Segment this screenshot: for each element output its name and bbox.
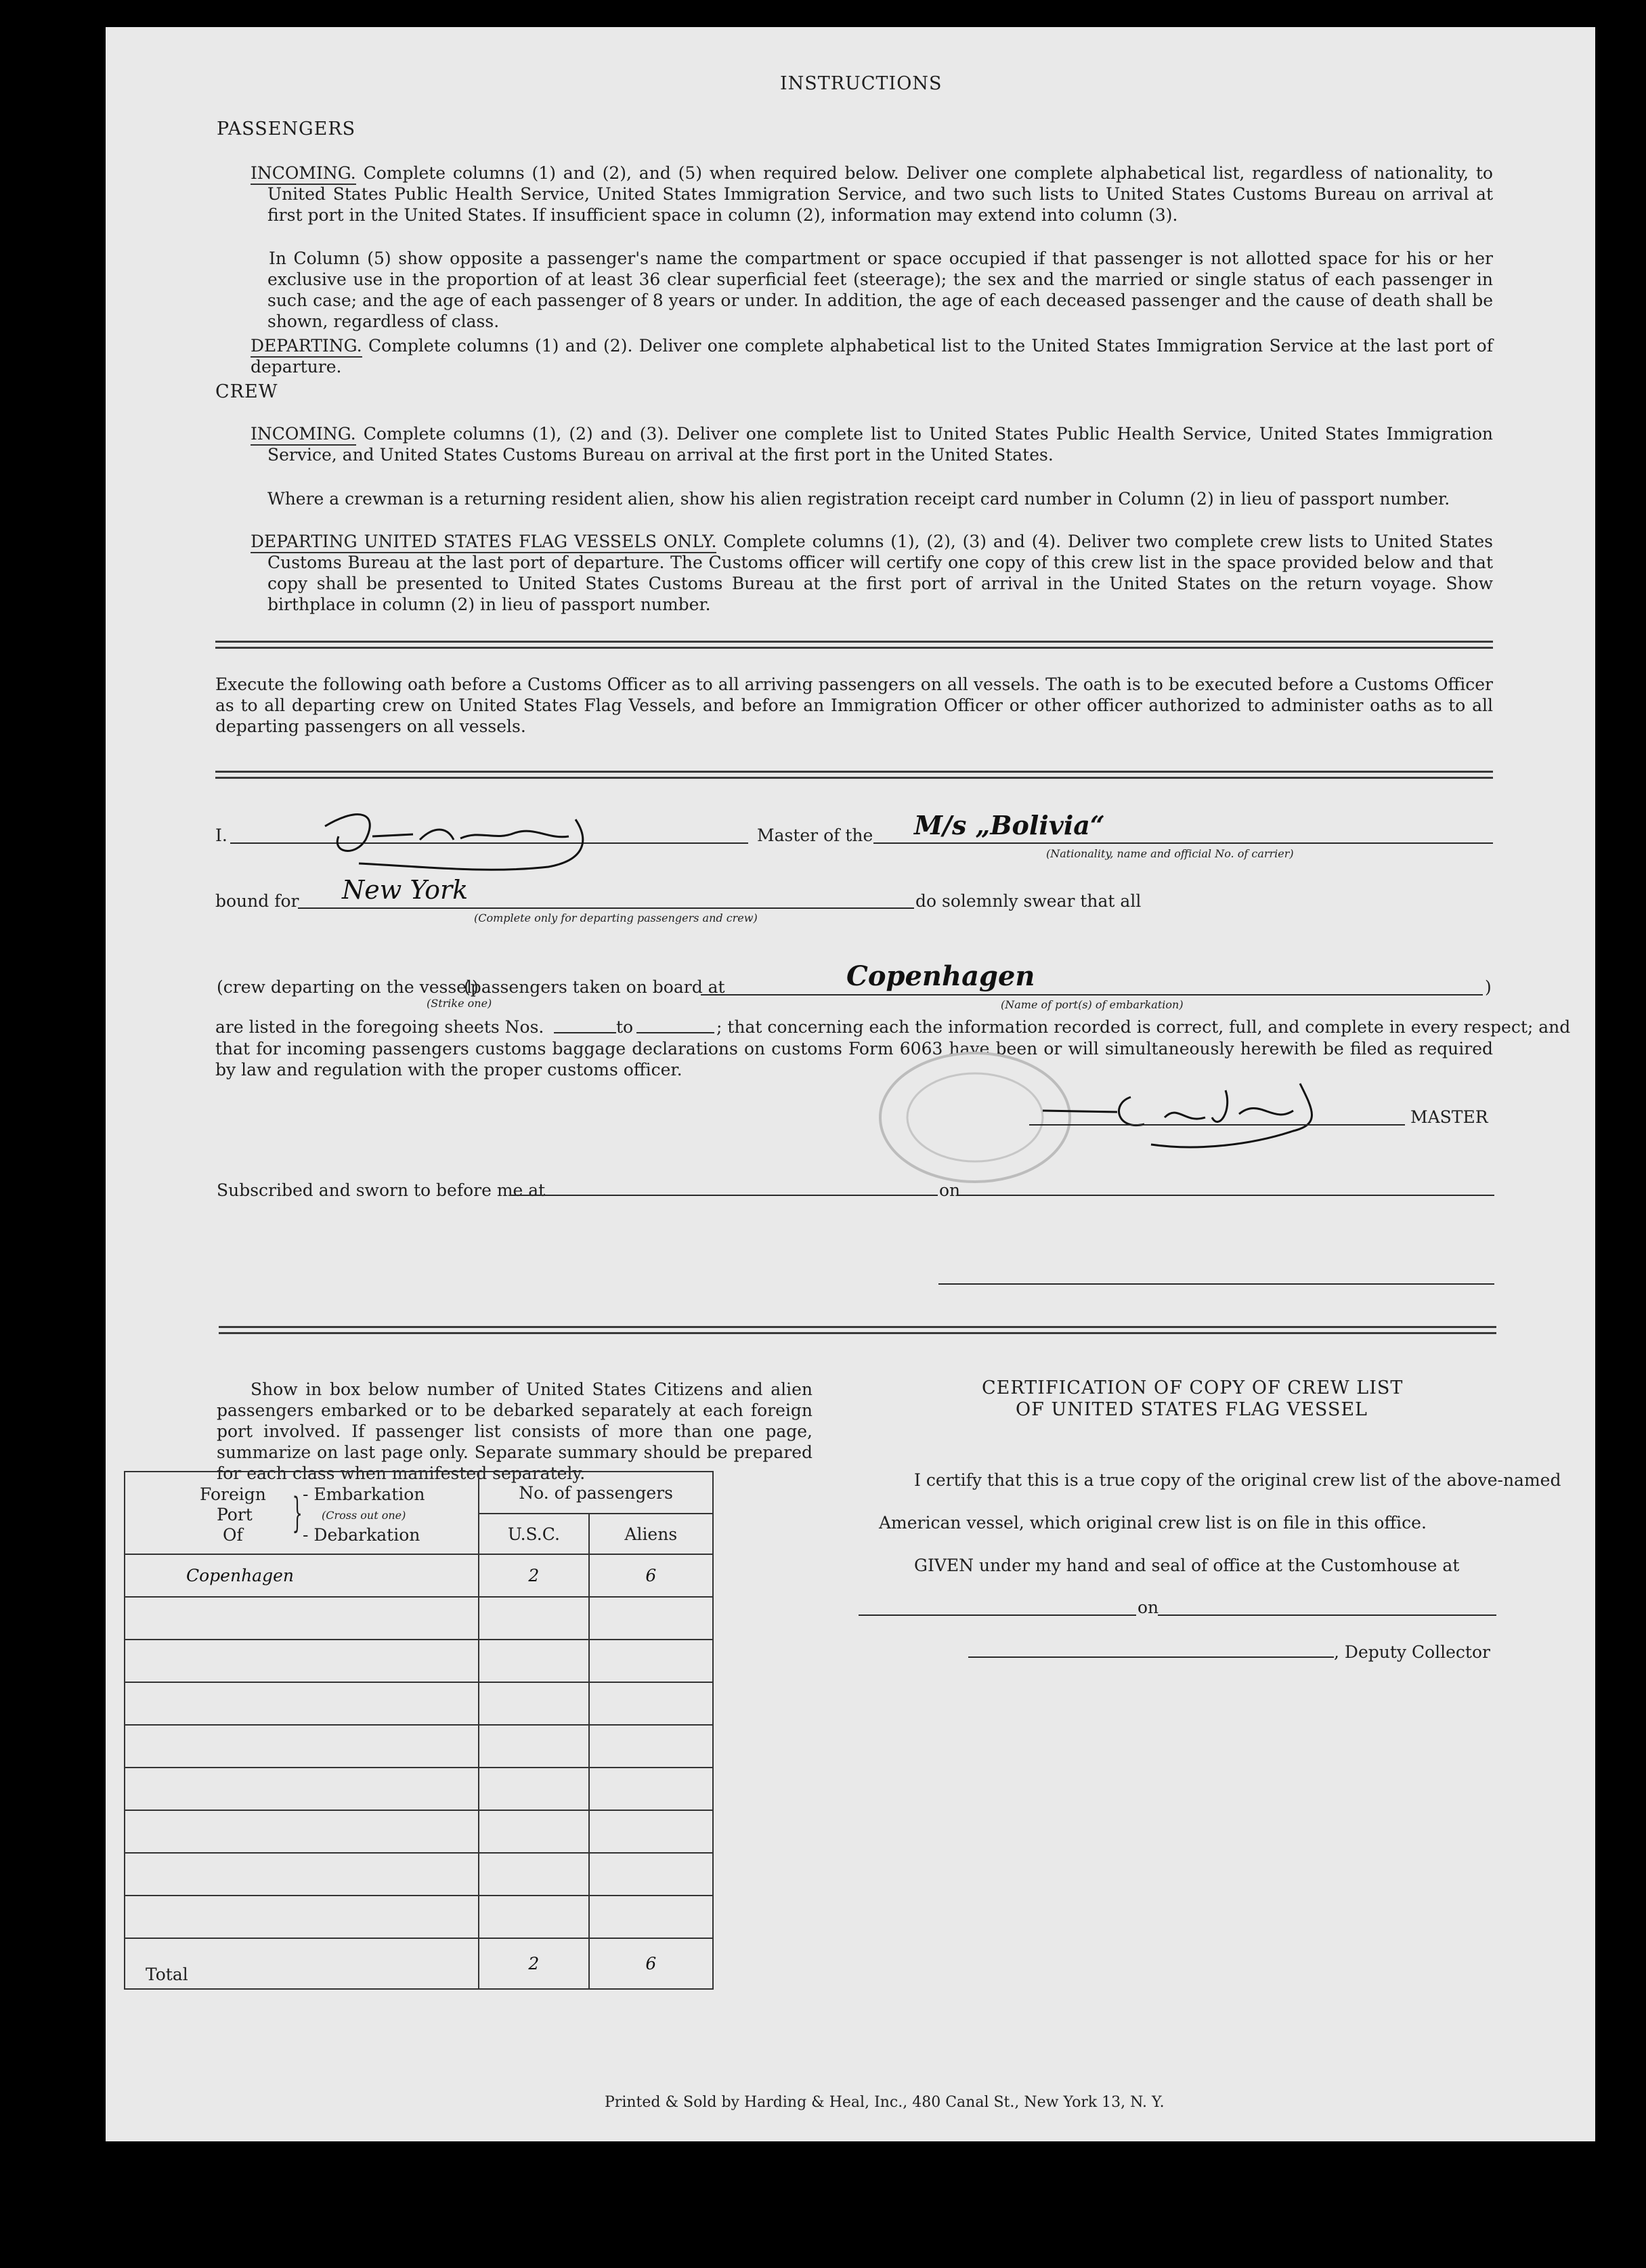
certification-title-2: OF UNITED STATES FLAG VESSEL [1016,1399,1368,1420]
brace-icon: } [292,1489,303,1537]
crew-departing-label: DEPARTING UNITED STATES FLAG VESSELS ONLY. [251,532,716,553]
port-field[interactable] [701,994,1483,996]
deputy-collector-label: , Deputy Collector [1334,1642,1490,1662]
master-of-the-label: Master of the [757,826,873,845]
table-row [125,1725,713,1768]
passengers-column5-text: In Column (5) show opposite a passenger's name the compartment or space occupied if that passenger is not allotted space for his or her exclusive use in the proportion of at least 36 clear superficial feet (steerage); the sex and the married or single status of each passenger in such case; and the age of each passenger of 8 years or under. In addition, the age of each deceased passenger and the cause of death shall be shown, regardless of class. [267,249,1493,331]
subscribed-text: Subscribed and sworn to before me at [217,1180,546,1200]
sheet-to-field[interactable] [636,1032,714,1033]
oath-intro: Execute the following oath before a Customs Officer as to all arriving passengers on all vessels. The oath is to be executed before a Customs Officer as to all departing crew on United States Flag Vessels, and before an Immigration Officer or other officer authorized to administer oaths as to all departing passengers on all vessels. [215,675,1493,736]
vessel-field[interactable] [873,842,1493,844]
passenger-summary-table [124,1471,714,1990]
destination-value: New York [342,875,469,905]
listed-text-2: ; that concerning each the information recorded is correct, full, and complete in every respect; and [716,1017,1571,1037]
officer-signature-field[interactable] [938,1283,1494,1285]
master-label: MASTER [1410,1107,1488,1127]
close-paren: ) [1485,977,1492,997]
summary-instructions: Show in box below number of United States Citizens and alien passengers embarked or to be debarked separately at each foreign port involved. If passenger list consists of more than one page, summarize on last page only. Separate summary should be prepared for each class when manifested separately. [217,1379,813,1483]
total-label: Total [125,1938,479,1989]
table-row [125,1597,713,1640]
no-passengers-header: No. of passengers [479,1472,713,1514]
passengers-departing-label: DEPARTING. [251,336,362,358]
vessel-name: M/s „Bolivia“ [914,810,1105,840]
passengers-heading: PASSENGERS [217,119,356,140]
oath-i-label: I. [215,826,228,845]
passengers-departing-block [251,335,1493,377]
strike-one-caption: (Strike one) [427,997,492,1010]
table-row [125,1554,713,1597]
swear-text: do solemnly swear that all [915,891,1142,911]
passengers-incoming-text: Complete columns (1) and (2), and (5) when required below. Deliver one complete alphabetical list, regardless of nationality, to United States Public Health Service, United States Immigration Service, and two such lists to United States Customs Bureau on arrival at first port in the United States. If insufficient space in column (2), information may extend into column (3). [267,163,1493,225]
port-value: Copenhagen [846,960,1035,992]
cert-date-field[interactable] [1158,1614,1496,1616]
col-of: Of [223,1525,243,1545]
printer-note: Printed & Sold by Harding & Heal, Inc., 480 Canal St., New York 13, N. Y. [605,2094,1165,2111]
passengers-taken-option: (passengers taken on board at [464,977,725,997]
col-cross-out: (Cross out one) [322,1509,406,1522]
total-usc: 2 [479,1938,588,1989]
cert-on-label: on [1138,1598,1159,1617]
divider [215,771,1493,779]
col-debarkation: - Debarkation [303,1525,420,1545]
crew-incoming-text: Complete columns (1), (2) and (3). Deliver one complete list to United States Public Health Service, United States Immigration Service, and United States Customs Bureau on arrival at the first port in the United States. [267,424,1493,465]
passengers-incoming-label: INCOMING. [251,163,356,185]
total-row [125,1938,713,1989]
destination-caption: (Complete only for departing passengers and crew) [474,912,758,924]
col-embarkation: - Embarkation [303,1484,425,1504]
certification-title-1: CERTIFICATION OF COPY OF CREW LIST [982,1377,1404,1398]
sworn-on-label: on [939,1180,961,1200]
vessel-text: American vessel, which original crew list is on file in this office. [879,1513,1427,1533]
col-port: Port [217,1505,253,1524]
destination-field[interactable] [298,907,914,909]
table-row [125,1853,713,1896]
declaration-text: that for incoming passengers customs baggage declarations on customs Form 6063 have been or will simultaneously herewith be filed as required by law and regulation with the proper customs officer. [215,1039,1493,1079]
master-signature-line[interactable] [1029,1124,1405,1126]
master-signature-2 [1029,1070,1381,1158]
crew-departing-block [251,531,1493,615]
deputy-collector-field[interactable] [968,1656,1334,1658]
passengers-incoming-block [251,163,1493,226]
table-row [125,1896,713,1938]
table-row [125,1810,713,1853]
table-row [125,1682,713,1725]
customhouse-field[interactable] [859,1614,1136,1616]
row-usc: 2 [479,1554,588,1597]
sworn-place-field[interactable] [511,1195,938,1196]
crew-resident-text: Where a crewman is a returning resident alien, show his alien registration receipt card number in Column (2) in lieu of passport number. [267,489,1450,509]
instructions-title: INSTRUCTIONS [780,73,943,94]
port-header [125,1472,479,1554]
passengers-departing-text: Complete columns (1) and (2). Deliver one complete alphabetical list to the United States Immigration Service at the last port of departure. [251,336,1493,377]
row-aliens: 6 [589,1554,713,1597]
crew-incoming-block [251,423,1493,465]
crew-heading: CREW [215,381,278,402]
total-aliens: 6 [589,1938,713,1989]
crew-departing-text: Complete columns (1), (2), (3) and (4). Deliver two complete crew lists to United States Customs Bureau at the last port of departure. The Customs officer will certify one copy of this crew list in the space provided below and that copy shall be presented to United States Customs Bureau at the first port of arrival in the United States on the return voyage. Show birthplace in column (2) in lieu of passport number. [267,532,1493,614]
port-caption: (Name of port(s) of embarkation) [1001,998,1184,1011]
crew-incoming-label: INCOMING. [251,424,356,446]
table-row [125,1768,713,1810]
given-text: GIVEN under my hand and seal of office at the Customhouse at [914,1556,1460,1575]
aliens-header: Aliens [589,1514,713,1554]
certify-text: I certify that this is a true copy of the original crew list of the above-named [914,1470,1561,1490]
divider [219,1326,1496,1334]
vessel-caption: (Nationality, name and official No. of carrier) [1046,847,1294,860]
to-label: to [616,1017,634,1037]
usc-header: U.S.C. [479,1514,588,1554]
sheet-from-field[interactable] [554,1032,616,1033]
master-signature [318,799,630,874]
divider [215,641,1493,649]
table-row [125,1640,713,1682]
crew-departing-option: (crew departing on the vessel) [217,977,479,997]
col-foreign: Foreign [200,1484,266,1504]
sworn-date-field[interactable] [958,1195,1494,1196]
listed-text-1: are listed in the foregoing sheets Nos. [215,1017,544,1037]
bound-for-label: bound for [215,891,299,911]
row-port: Copenhagen [125,1554,479,1597]
